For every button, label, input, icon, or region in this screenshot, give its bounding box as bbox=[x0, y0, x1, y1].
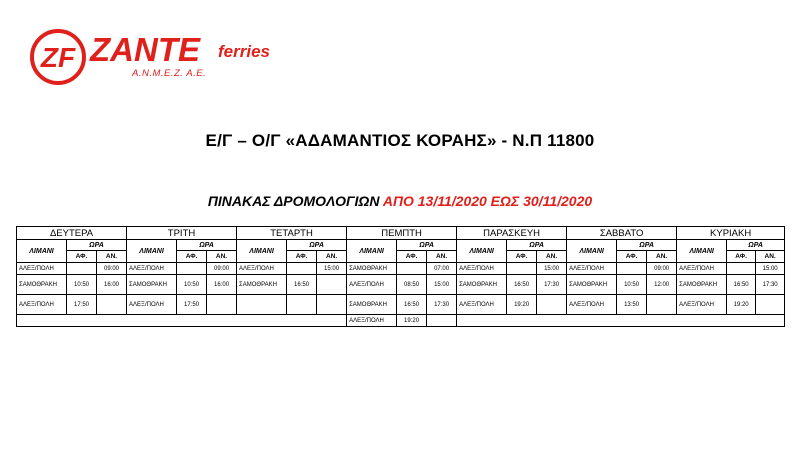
arrival-time-cell bbox=[756, 295, 785, 315]
time-column-header: ΩΡΑ bbox=[507, 240, 567, 251]
port-column-header: ΛΙΜΑΝΙ bbox=[17, 240, 67, 263]
departure-time-cell bbox=[507, 263, 537, 275]
departure-time-cell: 19:20 bbox=[507, 295, 537, 315]
time-column-header: ΩΡΑ bbox=[177, 240, 237, 251]
page-title: Ε/Γ – Ο/Γ «ΑΔΑΜΑΝΤΙΟΣ ΚΟΡΑΗΣ» - Ν.Π 11800 bbox=[205, 131, 595, 150]
day-header: ΤΕΤΑΡΤΗ bbox=[237, 227, 347, 240]
departure-time-cell bbox=[287, 263, 317, 275]
subtitle-date-range: ΑΠΟ 13/11/2020 ΕΩΣ 30/11/2020 bbox=[382, 193, 593, 209]
time-column-header: ΩΡΑ bbox=[397, 240, 457, 251]
arrival-header: ΑΝ. bbox=[756, 251, 785, 263]
departure-header: ΑΦ. bbox=[617, 251, 647, 263]
port-cell: ΑΛΕΞ/ΠΟΛΗ bbox=[237, 263, 287, 275]
departure-header: ΑΦ. bbox=[177, 251, 207, 263]
day-header: ΤΡΙΤΗ bbox=[127, 227, 237, 240]
port-column-header: ΛΙΜΑΝΙ bbox=[237, 240, 287, 263]
day-header: ΚΥΡΙΑΚΗ bbox=[677, 227, 785, 240]
port-column-header: ΛΙΜΑΝΙ bbox=[127, 240, 177, 263]
departure-time-cell: 16:50 bbox=[287, 275, 317, 295]
arrival-time-cell bbox=[317, 275, 347, 295]
departure-time-cell: 10:50 bbox=[177, 275, 207, 295]
arrival-header: ΑΝ. bbox=[427, 251, 457, 263]
port-cell: ΑΛΕΞ/ΠΟΛΗ bbox=[127, 295, 177, 315]
logo-name: ZANTE bbox=[90, 31, 200, 68]
port-cell: ΣΑΜΟΘΡΑΚΗ bbox=[237, 275, 287, 295]
port-cell: ΑΛΕΞ/ΠΟΛΗ bbox=[347, 315, 397, 327]
departure-time-cell bbox=[397, 263, 427, 275]
arrival-header: ΑΝ. bbox=[97, 251, 127, 263]
arrival-time-cell bbox=[647, 295, 677, 315]
arrival-time-cell: 07:00 bbox=[427, 263, 457, 275]
time-column-header: ΩΡΑ bbox=[287, 240, 347, 251]
departure-header: ΑΦ. bbox=[507, 251, 537, 263]
arrival-header: ΑΝ. bbox=[207, 251, 237, 263]
logo-mark: ZF bbox=[40, 42, 76, 73]
logo-company: Α.Ν.Μ.Ε.Ζ. Α.Ε. bbox=[132, 68, 207, 79]
departure-time-cell bbox=[727, 263, 756, 275]
port-cell: ΑΛΕΞ/ΠΟΛΗ bbox=[677, 295, 727, 315]
departure-time-cell: 16:50 bbox=[397, 295, 427, 315]
port-cell: ΑΛΕΞ/ΠΟΛΗ bbox=[127, 263, 177, 275]
port-cell: ΑΛΕΞ/ΠΟΛΗ bbox=[567, 263, 617, 275]
port-cell: ΑΛΕΞ/ΠΟΛΗ bbox=[457, 263, 507, 275]
arrival-time-cell: 09:00 bbox=[207, 263, 237, 275]
time-column-header: ΩΡΑ bbox=[67, 240, 127, 251]
port-column-header: ΛΙΜΑΝΙ bbox=[567, 240, 617, 263]
port-cell: ΑΛΕΞ/ΠΟΛΗ bbox=[457, 295, 507, 315]
time-column-header: ΩΡΑ bbox=[727, 240, 785, 251]
empty-cell bbox=[17, 315, 347, 327]
arrival-time-cell bbox=[97, 295, 127, 315]
port-cell: ΑΛΕΞ/ΠΟΛΗ bbox=[347, 275, 397, 295]
port-cell: ΑΛΕΞ/ΠΟΛΗ bbox=[677, 263, 727, 275]
arrival-header: ΑΝ. bbox=[537, 251, 567, 263]
arrival-header: ΑΝ. bbox=[647, 251, 677, 263]
time-column-header: ΩΡΑ bbox=[617, 240, 677, 251]
port-column-header: ΛΙΜΑΝΙ bbox=[457, 240, 507, 263]
arrival-time-cell: 12:00 bbox=[647, 275, 677, 295]
arrival-time-cell bbox=[207, 295, 237, 315]
arrival-time-cell bbox=[537, 295, 567, 315]
port-cell: ΣΑΜΟΘΡΑΚΗ bbox=[567, 275, 617, 295]
port-cell: ΣΑΜΟΘΡΑΚΗ bbox=[127, 275, 177, 295]
arrival-header: ΑΝ. bbox=[317, 251, 347, 263]
arrival-time-cell: 15:00 bbox=[427, 275, 457, 295]
departure-time-cell: 19:20 bbox=[727, 295, 756, 315]
port-cell: ΣΑΜΟΘΡΑΚΗ bbox=[347, 263, 397, 275]
day-header: ΠΑΡΑΣΚΕΥΗ bbox=[457, 227, 567, 240]
arrival-time-cell: 15:00 bbox=[317, 263, 347, 275]
arrival-time-cell bbox=[427, 315, 457, 327]
departure-time-cell: 10:50 bbox=[67, 275, 97, 295]
schedule-table bbox=[16, 226, 785, 327]
port-cell: ΑΛΕΞ/ΠΟΛΗ bbox=[567, 295, 617, 315]
departure-time-cell: 08:50 bbox=[397, 275, 427, 295]
departure-time-cell: 17:50 bbox=[67, 295, 97, 315]
port-column-header: ΛΙΜΑΝΙ bbox=[677, 240, 727, 263]
day-header: ΠΕΜΠΤΗ bbox=[347, 227, 457, 240]
departure-time-cell: 13:50 bbox=[617, 295, 647, 315]
departure-time-cell: 16:50 bbox=[507, 275, 537, 295]
empty-cell bbox=[457, 315, 785, 327]
departure-header: ΑΦ. bbox=[397, 251, 427, 263]
port-cell: ΑΛΕΞ/ΠΟΛΗ bbox=[17, 295, 67, 315]
arrival-time-cell bbox=[317, 295, 347, 315]
port-cell: ΣΑΜΟΘΡΑΚΗ bbox=[457, 275, 507, 295]
arrival-time-cell: 09:00 bbox=[647, 263, 677, 275]
day-header: ΔΕΥΤΕΡΑ bbox=[17, 227, 127, 240]
departure-time-cell bbox=[287, 295, 317, 315]
schedule-subtitle bbox=[0, 193, 800, 209]
departure-time-cell bbox=[177, 263, 207, 275]
arrival-time-cell: 17:30 bbox=[537, 275, 567, 295]
port-cell: ΣΑΜΟΘΡΑΚΗ bbox=[17, 275, 67, 295]
departure-time-cell: 16:50 bbox=[727, 275, 756, 295]
departure-time-cell: 19:20 bbox=[397, 315, 427, 327]
arrival-time-cell: 17:30 bbox=[756, 275, 785, 295]
arrival-time-cell: 16:00 bbox=[97, 275, 127, 295]
departure-time-cell: 17:50 bbox=[177, 295, 207, 315]
port-cell: ΣΑΜΟΘΡΑΚΗ bbox=[677, 275, 727, 295]
departure-time-cell bbox=[617, 263, 647, 275]
arrival-time-cell: 16:00 bbox=[207, 275, 237, 295]
departure-time-cell bbox=[67, 263, 97, 275]
logo-suffix: ferries bbox=[218, 42, 270, 61]
port-column-header: ΛΙΜΑΝΙ bbox=[347, 240, 397, 263]
arrival-time-cell: 17:30 bbox=[427, 295, 457, 315]
departure-header: ΑΦ. bbox=[287, 251, 317, 263]
port-cell: ΑΛΕΞ/ΠΟΛΗ bbox=[17, 263, 67, 275]
day-header: ΣΑΒΒΑΤΟ bbox=[567, 227, 677, 240]
departure-header: ΑΦ. bbox=[727, 251, 756, 263]
departure-time-cell: 10:50 bbox=[617, 275, 647, 295]
port-cell bbox=[237, 295, 287, 315]
arrival-time-cell: 15:00 bbox=[537, 263, 567, 275]
zante-ferries-logo bbox=[28, 27, 298, 87]
arrival-time-cell: 09:00 bbox=[97, 263, 127, 275]
port-cell: ΣΑΜΟΘΡΑΚΗ bbox=[347, 295, 397, 315]
subtitle-label: ΠΙΝΑΚΑΣ ΔΡΟΜΟΛΟΓΙΩΝ bbox=[207, 193, 383, 209]
departure-header: ΑΦ. bbox=[67, 251, 97, 263]
arrival-time-cell: 15:00 bbox=[756, 263, 785, 275]
